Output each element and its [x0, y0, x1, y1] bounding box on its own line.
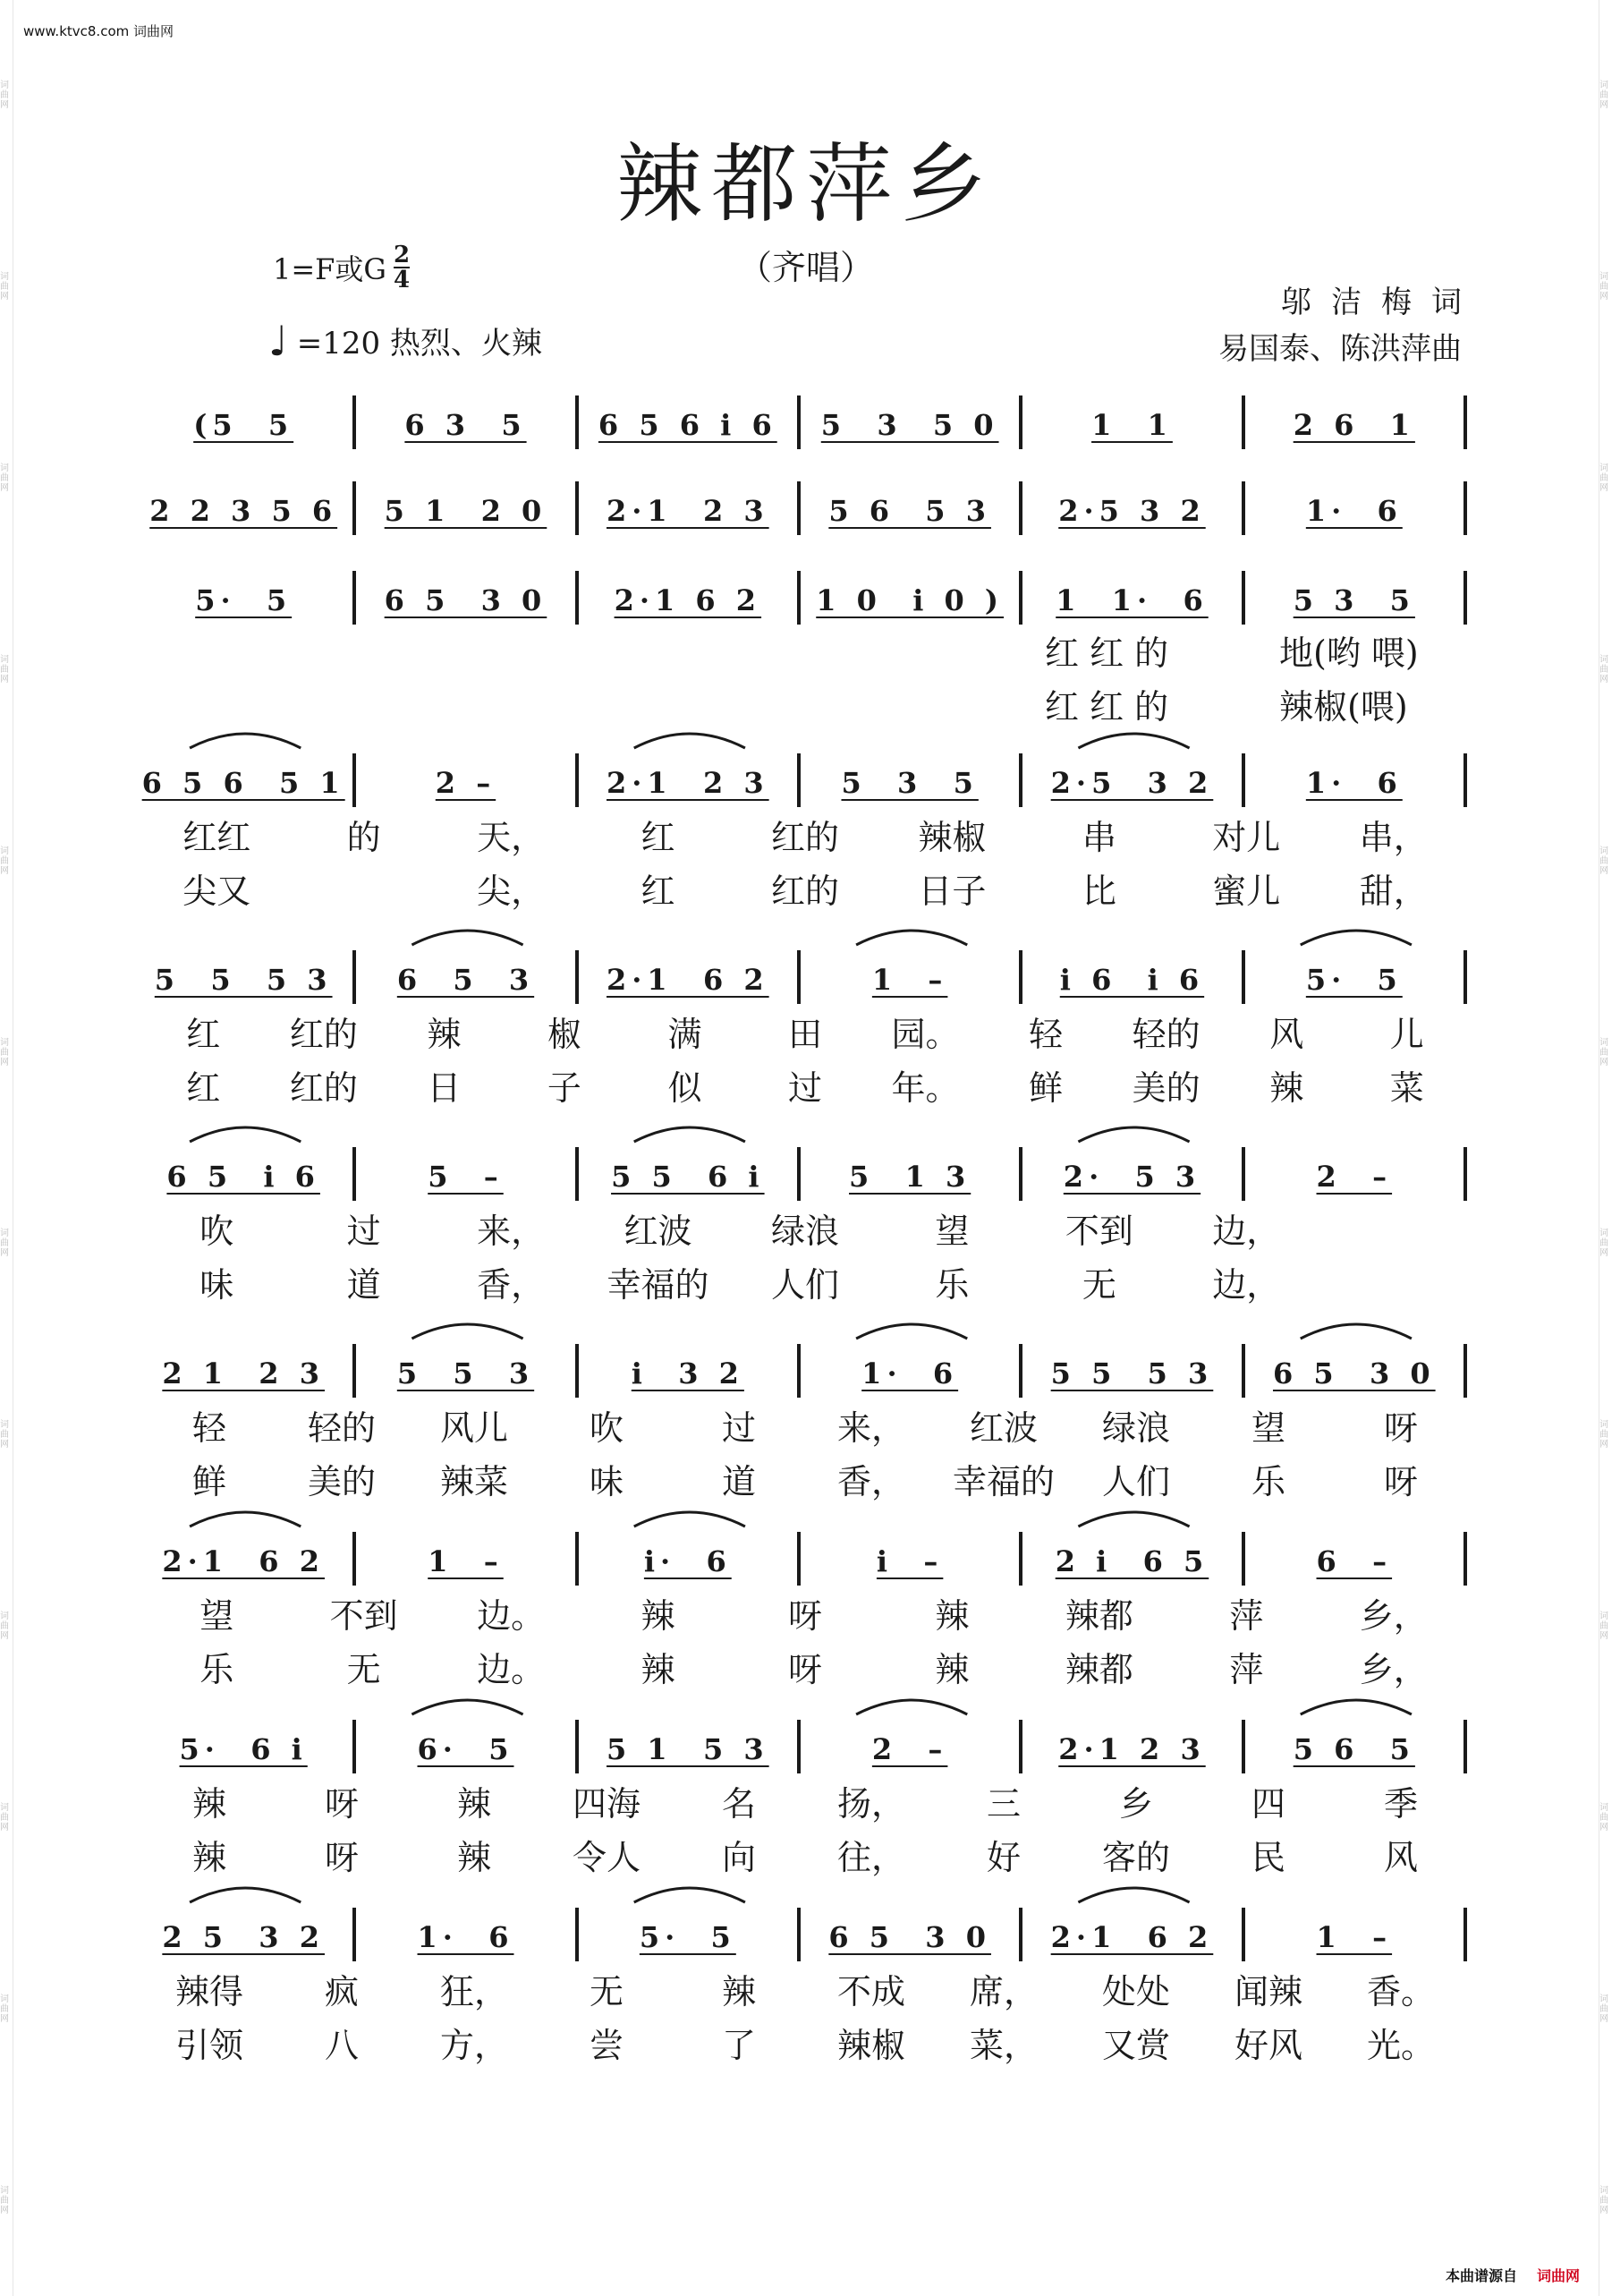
measure: 2 –	[1316, 1160, 1393, 1194]
lyric-word: 尖又	[182, 871, 251, 911]
measure: 1 1	[1091, 408, 1173, 442]
notation-row	[134, 1342, 1467, 1398]
slur-arc	[190, 1127, 301, 1142]
measure: 5· 5	[639, 1920, 736, 1954]
measure: 2 6 1	[1293, 408, 1415, 442]
measure: 5 –	[428, 1160, 504, 1194]
notation-row	[134, 948, 1467, 1004]
right-watermark-strip: 词曲网 词曲网 词曲网 词曲网 词曲网 词曲网 词曲网 词曲网 词曲网 词曲网 词曲网 词曲网	[1599, 0, 1612, 2296]
lyric-word: 边。	[477, 1595, 546, 1636]
lyrics-verse-2	[134, 1827, 1467, 1881]
measure: 2 –	[435, 766, 496, 800]
lyric-word: 四	[1251, 1783, 1285, 1824]
lyric-word: 辣都	[1065, 1595, 1133, 1636]
lyric-word: 轻的	[307, 1407, 376, 1448]
lyric-word: 味	[199, 1264, 234, 1305]
lyric-word: 美的	[307, 1461, 376, 1501]
measure: 6 5 3	[396, 963, 535, 997]
lyric-word: 边，	[1212, 1211, 1281, 1251]
lyrics-verse-1	[134, 1201, 1467, 1254]
lyric-word: 串，	[1359, 817, 1428, 857]
slur-arc	[1078, 1127, 1189, 1142]
lyric-word: 呀	[1383, 1407, 1418, 1448]
lyric-word: 红	[641, 871, 675, 911]
lyric-word: 辣	[641, 1595, 675, 1636]
lyric-word: 三	[986, 1783, 1021, 1824]
lyric-word: 边。	[477, 1649, 546, 1689]
lyric-word: 道	[346, 1264, 381, 1305]
lyric-word: 人们	[1101, 1461, 1170, 1501]
lyricist: 邬洁梅词	[1281, 285, 1481, 320]
lyric-word: 风	[1269, 1014, 1304, 1054]
notation-row	[134, 1718, 1467, 1773]
song-subtitle: （齐唱）	[737, 248, 874, 287]
intro-lyric-line-2b: 辣椒(喂)	[1279, 687, 1408, 727]
lyrics-verse-1	[134, 1961, 1467, 2015]
lyrics-verse-1	[134, 807, 1467, 861]
lyric-word: 呀	[324, 1783, 359, 1824]
lyric-word: 往，	[836, 1837, 905, 1877]
lyric-word: 乡，	[1359, 1595, 1428, 1636]
lyric-word: 辣	[721, 1971, 756, 2011]
slur-marks	[134, 1686, 1467, 1718]
lyric-word: 四海	[572, 1783, 641, 1824]
bar-line	[1464, 1344, 1467, 1398]
lyric-word: 菜，	[969, 2025, 1038, 2065]
lyric-word: 来，	[836, 1407, 905, 1448]
measure: 2·1 6 2	[1050, 1920, 1214, 1954]
bar-line	[1464, 753, 1467, 807]
slur-marks	[134, 1498, 1467, 1530]
lyric-word: 红	[186, 1014, 221, 1054]
measure: 2 i 6 5	[1055, 1544, 1209, 1578]
notation-row	[134, 1530, 1467, 1586]
score-system	[134, 948, 1467, 1111]
left-watermark-strip: 词曲网 词曲网 词曲网 词曲网 词曲网 词曲网 词曲网 词曲网 词曲网 词曲网 词曲网 词曲网	[0, 0, 13, 2296]
lyric-word: 幸福的	[607, 1264, 709, 1305]
measure: 2·1 2 3	[607, 494, 769, 528]
slur-arc	[1078, 1888, 1189, 1902]
lyrics-verse-2	[134, 1639, 1467, 1693]
slur-arc	[1301, 1324, 1412, 1339]
lyric-word: 辣菜	[439, 1461, 508, 1501]
score-system	[134, 1342, 1467, 1505]
lyric-word: 呀	[787, 1595, 822, 1636]
lyric-word: 疯	[324, 1971, 359, 2011]
lyric-word: 红	[641, 817, 675, 857]
lyric-word: 了	[721, 2025, 756, 2065]
lyric-word: 乐	[1251, 1461, 1285, 1501]
lyric-word: 天，	[477, 817, 546, 857]
measure: 5 1 2 0	[384, 494, 547, 528]
slur-arc	[411, 931, 522, 945]
notation-row	[134, 1906, 1467, 1961]
slur-arc	[411, 1700, 522, 1714]
slur-arc	[190, 1512, 301, 1526]
lyric-word: 红波	[969, 1407, 1038, 1448]
lyric-word: 轻	[1029, 1014, 1064, 1054]
measure: 1· 6	[1305, 766, 1403, 800]
lyric-word: 辣	[456, 1837, 491, 1877]
notation-row	[134, 1145, 1467, 1201]
slur-arc	[856, 1324, 967, 1339]
lyric-word: 风	[1383, 1837, 1418, 1877]
lyric-word: 辣	[935, 1595, 970, 1636]
measure: 6· 5	[417, 1732, 514, 1766]
lyric-word: 红的	[770, 817, 839, 857]
tempo-text: =120 热烈、火辣	[296, 326, 542, 361]
slur-arc	[856, 931, 967, 945]
lyric-word: 过	[788, 1067, 823, 1108]
lyric-word: 望	[935, 1211, 970, 1251]
measure: 6 5 3 0	[828, 1920, 991, 1954]
measure: 1 1· 6	[1056, 583, 1209, 617]
lyric-word: 香，	[836, 1461, 905, 1501]
slur-marks	[134, 719, 1467, 752]
lyric-word: 对儿	[1212, 817, 1281, 857]
lyric-word: 吹	[199, 1211, 234, 1251]
lyric-word: 席，	[969, 1971, 1038, 2011]
lyric-word: 尝	[589, 2025, 624, 2065]
measure: 2· 5 3	[1063, 1160, 1201, 1194]
lyric-word: 处处	[1101, 1971, 1170, 2011]
lyric-word: 红	[186, 1067, 221, 1108]
lyric-word: 菜	[1389, 1067, 1424, 1108]
lyric-word: 不成	[836, 1971, 905, 2011]
lyric-word: 田	[788, 1014, 823, 1054]
lyric-word: 八	[324, 2025, 359, 2065]
site-url: www.ktvc8.com 词曲网	[23, 23, 174, 39]
bar-line	[1464, 1720, 1467, 1773]
lyric-word: 不到	[329, 1595, 398, 1636]
slur-arc	[411, 1324, 522, 1339]
lyric-word: 幸福的	[952, 1461, 1055, 1501]
intro-lyric-line-1: 红 红 的	[1045, 634, 1169, 673]
slur-arc	[856, 1700, 967, 1714]
measure: 5 5 5 3	[1050, 1356, 1214, 1390]
footer	[1446, 2265, 1580, 2285]
lyric-word: 萍	[1229, 1649, 1264, 1689]
lyric-word: 不到	[1065, 1211, 1133, 1251]
lyric-word: 过	[721, 1407, 756, 1448]
measure: 5· 5	[1305, 963, 1403, 997]
lyric-word: 季	[1383, 1783, 1418, 1824]
slur-marks	[134, 1310, 1467, 1342]
lyric-word: 轻	[191, 1407, 226, 1448]
measure: 1· 6	[417, 1920, 514, 1954]
lyric-word: 辣得	[174, 1971, 243, 2011]
lyric-word: 萍	[1229, 1595, 1264, 1636]
lyrics-verse-2	[134, 1254, 1467, 1308]
slur-arc	[634, 1127, 745, 1142]
lyric-word: 辣都	[1065, 1649, 1133, 1689]
key-label: 1=F或G	[273, 252, 386, 286]
lyric-word: 满	[667, 1014, 702, 1054]
measure: 2·1 6 2	[614, 583, 762, 617]
footer-source: 本曲谱源自	[1445, 2267, 1517, 2284]
lyric-word: 光。	[1366, 2025, 1435, 2065]
lyric-word: 名	[721, 1783, 756, 1824]
measure: i· 6	[643, 1544, 732, 1578]
lyric-word: 令人	[572, 1837, 641, 1877]
lyric-word: 绿浪	[1101, 1407, 1170, 1448]
lyric-word: 人们	[770, 1264, 839, 1305]
lyric-word: 鲜	[191, 1461, 226, 1501]
lyric-word: 风儿	[439, 1407, 508, 1448]
intro-row-1	[134, 394, 1467, 449]
measure: 6 5 3 0	[384, 583, 547, 617]
slur-arc	[190, 734, 301, 748]
key-signature	[273, 243, 410, 292]
measure: 5 3 5	[841, 766, 979, 800]
lyric-word: 辣椒	[918, 817, 987, 857]
lyric-word: 香。	[1366, 1971, 1435, 2011]
lyric-word: 轻的	[1132, 1014, 1201, 1054]
measure: 5 1 5 3	[607, 1732, 769, 1766]
intro-lyric-line-2: 红 红 的	[1045, 687, 1169, 727]
time-signature: $\frac{2}{4}$	[393, 242, 411, 293]
lyrics-verse-1	[134, 1004, 1467, 1058]
lyric-word: 红红	[182, 817, 251, 857]
lyric-word: 辣	[935, 1649, 970, 1689]
lyric-word: 无	[1082, 1264, 1116, 1305]
measure: 1 0 i 0 )	[816, 583, 1005, 617]
lyric-word: 望	[199, 1595, 234, 1636]
measure: 2 2 3 5 6	[149, 494, 338, 528]
lyric-word: 味	[589, 1461, 624, 1501]
measure: 5 1 3	[849, 1160, 971, 1194]
lyric-word: 扬，	[836, 1783, 905, 1824]
lyric-word: 引领	[174, 2025, 243, 2065]
lyrics-verse-2	[134, 1058, 1467, 1111]
lyrics-verse-2	[134, 1451, 1467, 1505]
lyric-word: 呀	[324, 1837, 359, 1877]
measure: 6 5 6 5 1	[141, 766, 345, 800]
bar-line	[1464, 1908, 1467, 1961]
measure: 5· 5	[195, 583, 293, 617]
lyric-word: 日子	[918, 871, 987, 911]
lyric-word: 又赏	[1101, 2025, 1170, 2065]
lyric-word: 好	[986, 1837, 1021, 1877]
song-title: 辣都萍乡	[616, 134, 996, 234]
lyric-word: 方，	[439, 2025, 508, 2065]
lyric-word: 蜜儿	[1212, 871, 1281, 911]
slur-arc	[1301, 1700, 1412, 1714]
slur-marks	[134, 1874, 1467, 1906]
measure: 1 –	[871, 963, 948, 997]
measure: 2 –	[871, 1732, 948, 1766]
lyric-word: 儿	[1389, 1014, 1424, 1054]
lyric-word: 美的	[1132, 1067, 1201, 1108]
composer: 易国泰、陈洪萍曲	[1218, 331, 1462, 367]
intro-lyric-line-1b: 地(哟 喂)	[1279, 634, 1419, 673]
lyric-word: 子	[547, 1067, 581, 1108]
measure: 2·5 3 2	[1050, 766, 1214, 800]
lyric-word: 闻辣	[1234, 1971, 1302, 2011]
lyric-word: 来，	[477, 1211, 546, 1251]
slur-marks	[134, 1113, 1467, 1145]
intro-row-3	[134, 569, 1467, 625]
lyrics-verse-1	[134, 1586, 1467, 1639]
score-system	[134, 1530, 1467, 1693]
slur-arc	[1078, 734, 1189, 748]
bar-line	[1464, 1147, 1467, 1201]
bar-line	[1464, 950, 1467, 1004]
slur-arc	[634, 734, 745, 748]
measure: 2·1 2 3	[607, 766, 769, 800]
score-system	[134, 1145, 1467, 1308]
bar-line	[1464, 1532, 1467, 1586]
measure: 5 6 5 3	[828, 494, 991, 528]
lyric-word: 甜，	[1359, 871, 1428, 911]
lyric-word: 椒	[547, 1014, 581, 1054]
measure: 1· 6	[861, 1356, 959, 1390]
measure: 5 5 3	[396, 1356, 535, 1390]
slur-arc	[634, 1512, 745, 1526]
measure: 5 3 5	[1293, 583, 1415, 617]
quarter-note-icon: ♩	[268, 316, 288, 365]
lyric-word: 望	[1251, 1407, 1285, 1448]
lyric-word: 辣	[641, 1649, 675, 1689]
lyric-word: 辣椒	[836, 2025, 905, 2065]
lyric-word: 辣	[1269, 1067, 1304, 1108]
measure: 2·1 6 2	[162, 1544, 325, 1578]
measure: 1 –	[428, 1544, 504, 1578]
measure: 2·1 6 2	[607, 963, 769, 997]
lyric-word: 园。	[891, 1014, 960, 1054]
lyric-word: 绿浪	[770, 1211, 839, 1251]
lyric-word: 似	[667, 1067, 702, 1108]
lyric-word: 边，	[1212, 1264, 1281, 1305]
lyric-word: 红的	[770, 871, 839, 911]
slur-arc	[190, 1888, 301, 1902]
lyric-word: 过	[346, 1211, 381, 1251]
measure: 2 5 3 2	[162, 1920, 325, 1954]
lyric-word: 呀	[1383, 1461, 1418, 1501]
lyric-word: 无	[346, 1649, 381, 1689]
score-system	[134, 1718, 1467, 1881]
measure: 5 3 5 0	[820, 408, 999, 442]
measure: i –	[876, 1544, 944, 1578]
credits	[1218, 279, 1481, 372]
lyric-word: 民	[1251, 1837, 1285, 1877]
lyric-word: 乡	[1118, 1783, 1153, 1824]
lyric-word: 比	[1082, 871, 1116, 911]
lyric-word: 狂，	[439, 1971, 508, 2011]
slur-arc	[1301, 931, 1412, 945]
measure: 6 5 6 i 6	[598, 408, 777, 442]
lyric-word: 乐	[935, 1264, 970, 1305]
lyric-word: 辣	[191, 1783, 226, 1824]
measure: 6 5 i 6	[166, 1160, 320, 1194]
lyric-word: 向	[721, 1837, 756, 1877]
lyric-word: 乐	[199, 1649, 234, 1689]
lyric-word: 无	[589, 1971, 624, 2011]
lyric-word: 香，	[477, 1264, 546, 1305]
lyric-word: 尖，	[477, 871, 546, 911]
lyric-word: 红的	[289, 1067, 358, 1108]
measure: 6 –	[1316, 1544, 1393, 1578]
score-system	[134, 752, 1467, 914]
measure: 2·5 3 2	[1058, 494, 1206, 528]
lyric-word: 红的	[289, 1014, 358, 1054]
lyric-word: 辣	[191, 1837, 226, 1877]
measure: (5 5	[193, 408, 294, 442]
lyric-word: 好风	[1234, 2025, 1302, 2065]
lyric-word: 客的	[1101, 1837, 1170, 1877]
measure: 5 5 6 i	[611, 1160, 765, 1194]
lyrics-verse-1	[134, 1398, 1467, 1451]
score-system	[134, 1906, 1467, 2069]
lyric-word: 呀	[787, 1649, 822, 1689]
lyric-word: 吹	[589, 1407, 624, 1448]
lyric-word: 红波	[624, 1211, 692, 1251]
lyrics-verse-1	[134, 1773, 1467, 1827]
slur-arc	[1078, 1512, 1189, 1526]
measure: 1· 6	[1305, 494, 1403, 528]
lyric-word: 鲜	[1029, 1067, 1064, 1108]
footer-brand: 词曲网	[1536, 2267, 1580, 2284]
measure: 5· 6 i	[179, 1732, 308, 1766]
lyric-word: 年。	[891, 1067, 960, 1108]
lyric-word: 串	[1082, 817, 1116, 857]
lyric-word: 的	[346, 817, 381, 857]
slur-marks	[134, 916, 1467, 948]
lyric-word: 日	[427, 1067, 462, 1108]
lyric-word: 道	[721, 1461, 756, 1501]
notation-row	[134, 752, 1467, 807]
slur-arc	[634, 1888, 745, 1902]
measure: 5 5 5 3	[154, 963, 333, 997]
lyric-word: 乡，	[1359, 1649, 1428, 1689]
tempo-marking	[268, 316, 542, 365]
measure: 2·1 2 3	[1058, 1732, 1206, 1766]
lyric-word: 辣	[456, 1783, 491, 1824]
measure: 6 3 5	[404, 408, 527, 442]
lyrics-verse-2	[134, 861, 1467, 914]
lyric-word: 辣	[427, 1014, 462, 1054]
measure: i 6 i 6	[1059, 963, 1205, 997]
measure: 5 6 5	[1293, 1732, 1415, 1766]
measure: 1 –	[1316, 1920, 1393, 1954]
lyrics-verse-2	[134, 2015, 1467, 2069]
measure: 2 1 2 3	[162, 1356, 325, 1390]
measure: i 3 2	[631, 1356, 744, 1390]
measure: 6 5 3 0	[1272, 1356, 1436, 1390]
intro-row-2	[134, 480, 1467, 535]
